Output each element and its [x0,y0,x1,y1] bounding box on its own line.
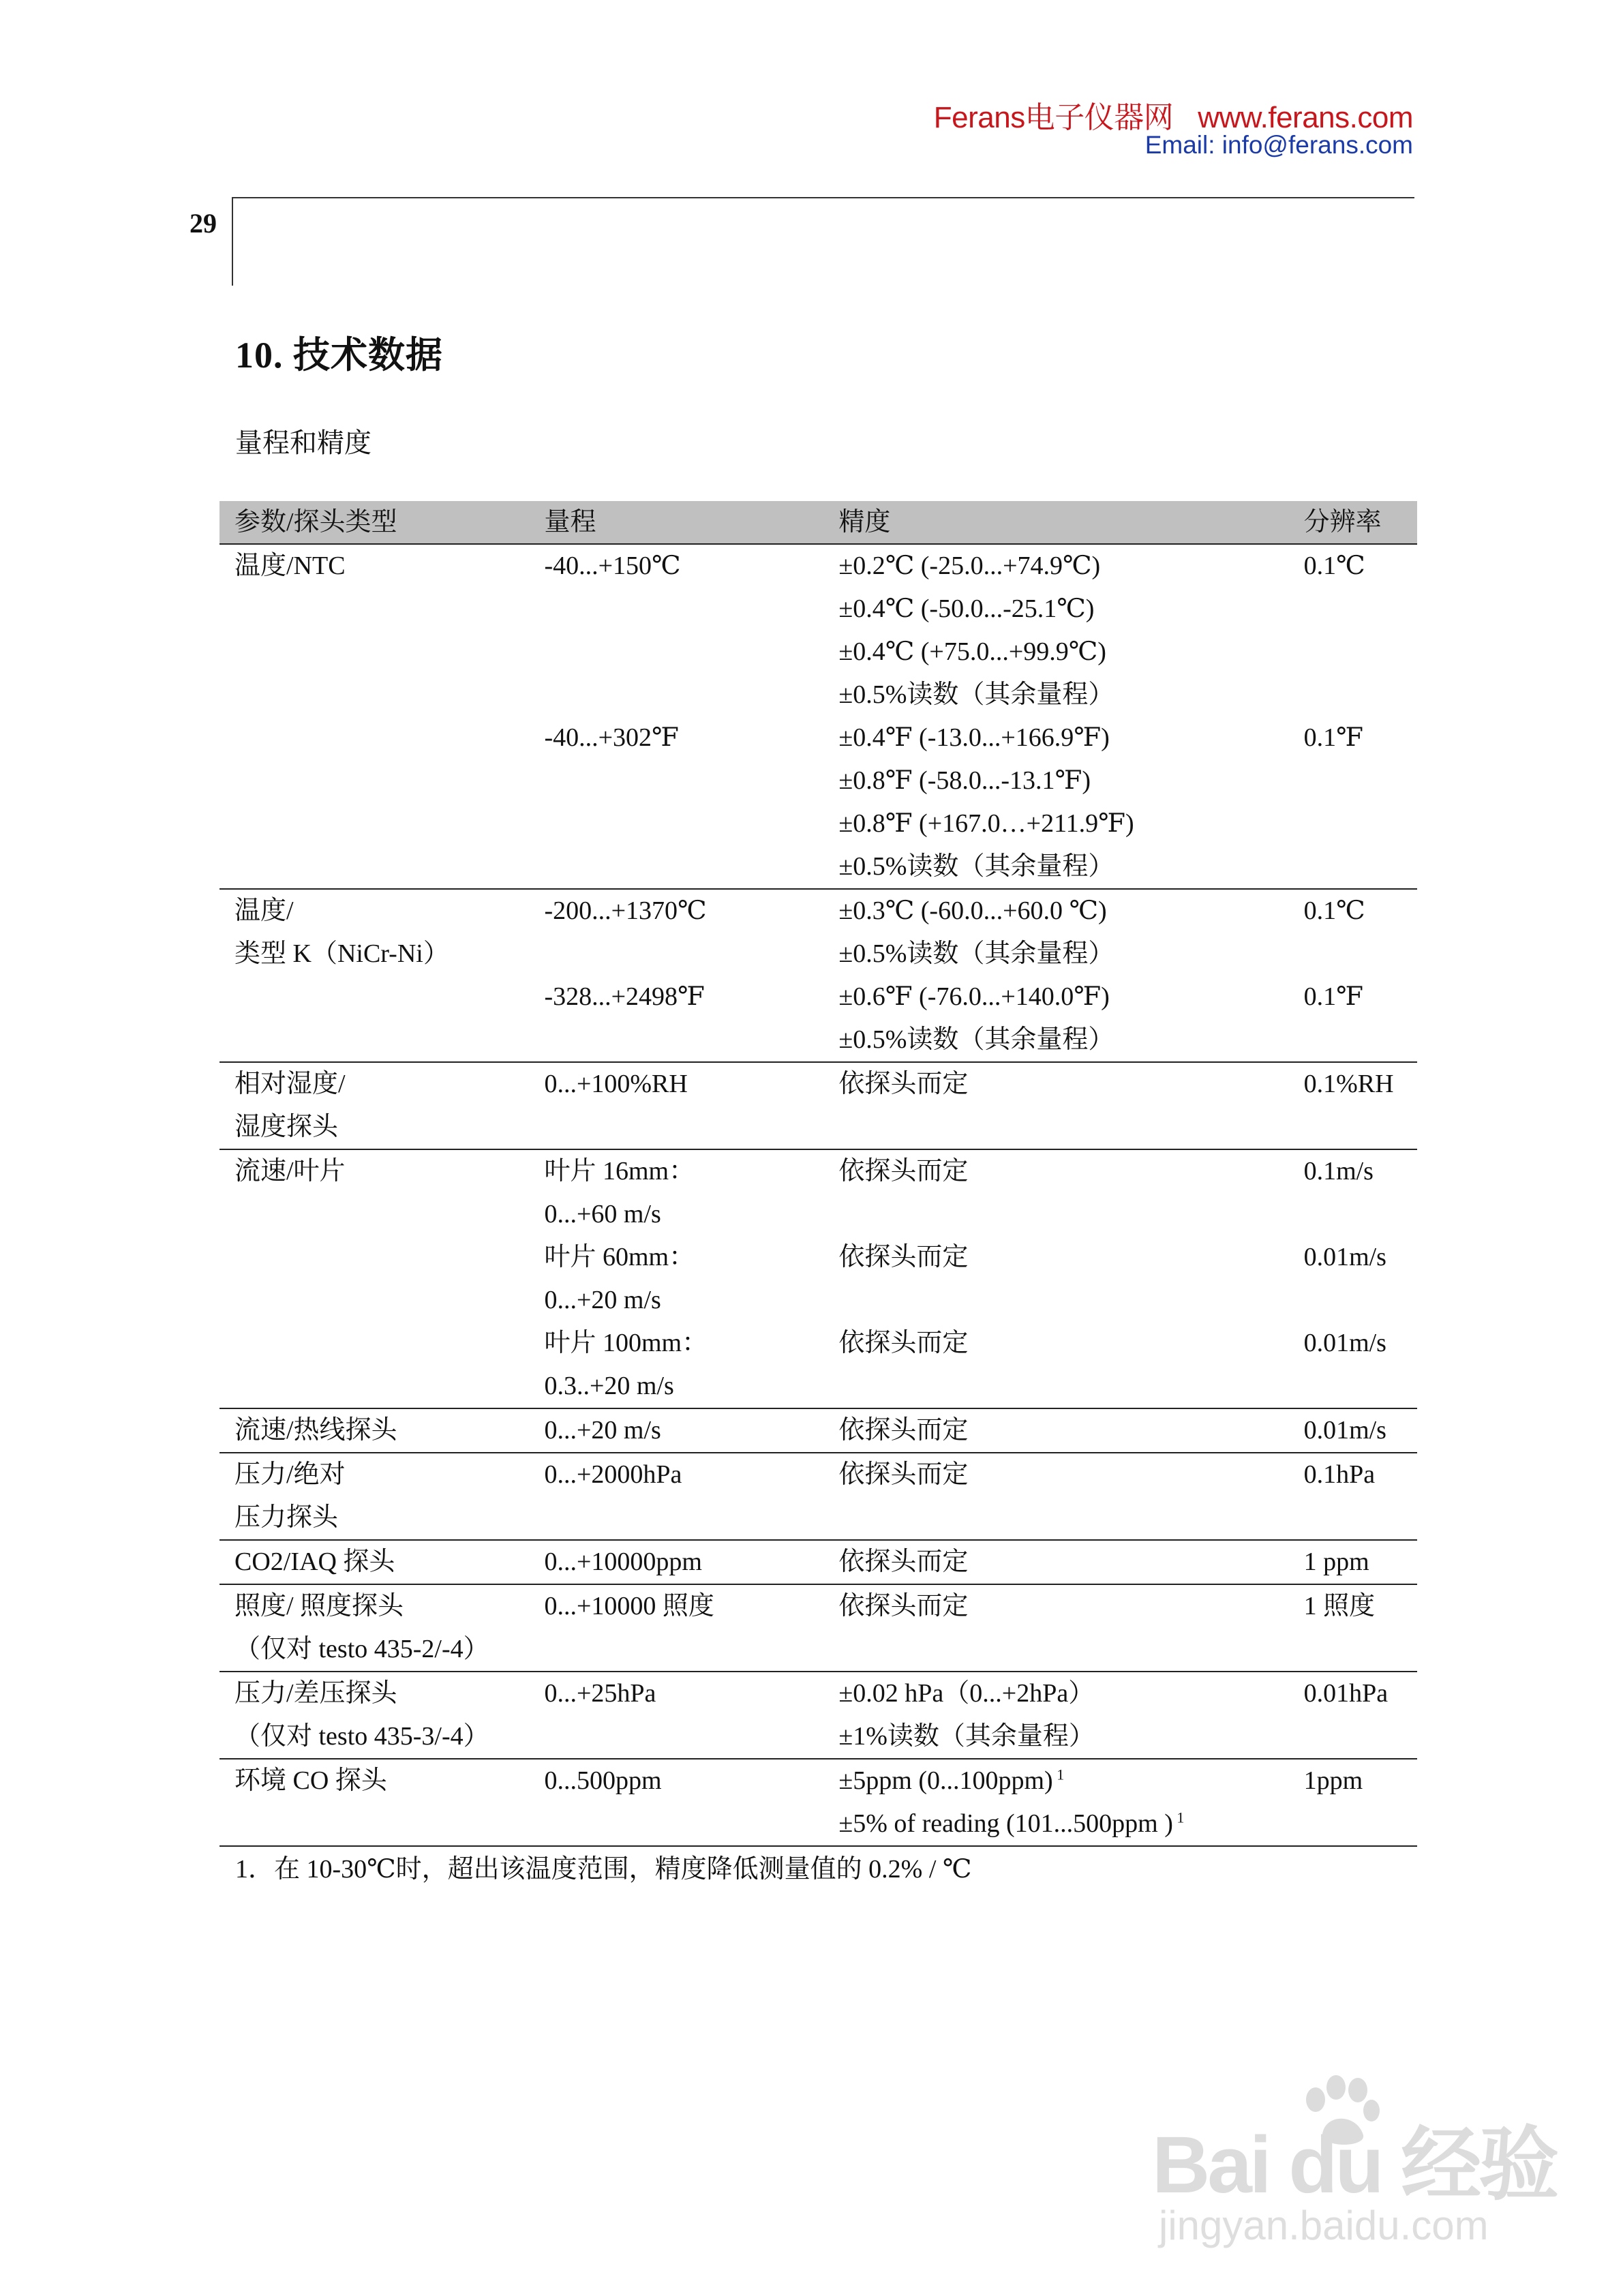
cell-accuracy-line: ±0.8℉ (-58.0...-13.1℉) [838,766,1091,795]
cell-param-line: 流速/叶片 [234,1157,346,1185]
cell-accuracy-line: ±0.4℉ (-13.0...+166.9℉) [838,723,1110,752]
table-header-row [219,501,1417,544]
cell-param-line [234,1365,529,1408]
cell-range [529,1540,823,1584]
cell-resolution [1289,889,1417,1062]
cell-accuracy [823,889,1288,1062]
cell-range-line [544,759,823,802]
table-row [219,1584,1417,1672]
cell-range [529,544,823,889]
cell-param [219,1453,529,1540]
header-site-line [934,93,1413,136]
cell-param [219,1672,529,1759]
cell-range-line: -40...+302℉ [544,723,679,752]
cell-range-line [544,1018,823,1061]
column-header-resolution: 分辨率 [1289,501,1417,544]
cell-param-line [234,976,529,1018]
cell-range-line [544,845,823,888]
cell-range-line: 0...+25hPa [544,1679,656,1708]
cell-accuracy [823,1540,1288,1584]
table-row [219,1408,1417,1453]
cell-resolution-line: 0.01m/s [1303,1329,1386,1357]
cell-accuracy-line: ±0.5%读数（其余量程） [838,852,1114,881]
cell-resolution [1289,1453,1417,1540]
cell-resolution-line [1304,1802,1417,1845]
cell-range-line [544,802,823,845]
header-email[interactable]: Email: info@ferans.com [1144,131,1413,159]
cell-resolution-line: 0.1hPa [1303,1460,1376,1489]
cell-resolution-line: 1 ppm [1303,1547,1369,1576]
cell-param-line [234,716,529,759]
table-row [219,1062,1417,1149]
cell-range-line: 0...+20 m/s [544,1416,661,1445]
header-rule [232,197,1414,198]
cell-resolution-line: 0.1℃ [1303,896,1365,925]
cell-range-line: 0...+100%RH [544,1070,688,1098]
cell-param-line [234,1236,529,1279]
cell-resolution-line [1304,1279,1417,1322]
cell-resolution-line [1304,845,1417,888]
cell-resolution-line [1304,1496,1417,1539]
cell-param [219,544,529,889]
cell-param-line [234,1322,529,1365]
cell-resolution [1289,1540,1417,1584]
cell-accuracy-line: ±0.02 hPa（0...+2hPa） [838,1679,1095,1708]
cell-resolution-line [1304,1365,1417,1408]
table-body [219,544,1417,1846]
footnote-marker: 1 [1172,1809,1185,1826]
cell-range [529,1759,823,1846]
cell-accuracy-line: ±1%读数（其余量程） [838,1722,1095,1751]
cell-accuracy-line: 依探头而定 [838,1329,969,1357]
cell-param-line: CO2/IAQ 探头 [234,1547,395,1576]
cell-resolution-line: 0.1℃ [1303,552,1365,580]
cell-resolution [1289,1062,1417,1149]
cell-accuracy-line [838,1365,1288,1408]
cell-param [219,1062,529,1149]
cell-accuracy-line: ±0.4℃ (-50.0...-25.1℃) [838,594,1095,623]
cell-range-line: 叶片 100mm： [544,1329,708,1357]
cell-accuracy [823,1584,1288,1672]
cell-param-line: 压力/差压探头 [234,1679,397,1708]
table-row [219,1149,1417,1408]
cell-range-line: -328...+2498℉ [544,982,705,1011]
cell-resolution [1289,544,1417,889]
cell-range-line [544,631,823,674]
cell-param [219,1408,529,1453]
footnote: 1．在 10-30℃时，超出该温度范围，精度降低测量值的 0.2% / ℃ [235,1855,972,1884]
cell-param-line: 温度/ [234,896,294,925]
cell-resolution-line [1304,1628,1417,1671]
cell-param-line [234,1018,529,1061]
cell-param-line: 相对湿度/ [234,1070,346,1098]
cell-accuracy [823,1453,1288,1540]
cell-range [529,1453,823,1540]
cell-resolution-line [1304,1106,1417,1149]
cell-resolution [1289,1149,1417,1408]
cell-param-line [234,1802,529,1845]
cell-accuracy-line: 依探头而定 [838,1547,969,1576]
cell-accuracy-line: 依探头而定 [838,1243,969,1271]
cell-range-line [544,1106,823,1149]
cell-resolution-line [1304,588,1417,631]
cell-range-line [544,674,823,716]
cell-range-line: 0.3..+20 m/s [544,1372,674,1400]
cell-range-line: 0...+20 m/s [544,1286,661,1314]
cell-resolution-line [1304,933,1417,976]
cell-accuracy-line: 依探头而定 [838,1157,969,1185]
cell-range [529,1408,823,1453]
cell-accuracy [823,544,1288,889]
cell-accuracy-line: ±5% of reading (101...500ppm ) $^1$ [838,1809,1185,1838]
cell-range-line: 0...+2000hPa [544,1460,682,1489]
cell-resolution-line [1304,631,1417,674]
cell-param [219,1759,529,1846]
cell-accuracy-line: 依探头而定 [838,1592,969,1620]
table-row [219,1759,1417,1846]
cell-range [529,1149,823,1408]
cell-resolution-line [1304,1715,1417,1758]
cell-resolution-line: 0.1℉ [1303,982,1363,1011]
cell-resolution [1289,1759,1417,1846]
cell-range-line: -40...+150℃ [544,552,681,580]
cell-resolution-line: 0.01hPa [1303,1679,1389,1708]
cell-param [219,1149,529,1408]
section-title: 10. 技术数据 [235,335,443,376]
cell-param-line: 流速/热线探头 [234,1416,397,1445]
cell-resolution [1289,1408,1417,1453]
cell-range-line: 叶片 16mm： [544,1157,695,1185]
cell-range-line [544,1496,823,1539]
cell-resolution-line [1304,1018,1417,1061]
cell-range-line: 0...500ppm [544,1766,662,1795]
cell-resolution-line: 1 照度 [1303,1592,1376,1620]
cell-param-line: 照度/ 照度探头 [234,1592,404,1620]
cell-param [219,889,529,1062]
cell-accuracy [823,1408,1288,1453]
cell-accuracy-line: 依探头而定 [838,1070,969,1098]
header-site-url[interactable]: www.ferans.com [1198,101,1413,134]
cell-param [219,1540,529,1584]
cell-accuracy [823,1672,1288,1759]
cell-accuracy-line: ±0.5%读数（其余量程） [838,1025,1114,1054]
section-subtitle: 量程和精度 [235,427,371,458]
page-number: 29 [189,208,217,239]
cell-param-line [234,802,529,845]
cell-param-line [234,1279,529,1322]
cell-accuracy-line [838,1279,1288,1322]
spec-table [219,501,1417,1847]
cell-accuracy-line [838,1628,1288,1671]
cell-range-line: -200...+1370℃ [544,896,707,925]
cell-accuracy [823,1759,1288,1846]
cell-param-line [234,759,529,802]
cell-accuracy-line: ±0.8℉ (+167.0…+211.9℉) [838,809,1134,838]
cell-resolution-line: 0.01m/s [1303,1416,1386,1445]
header-site-name: Ferans电子仪器网 [933,101,1174,134]
cell-param-line: （仅对 testo 435-2/-4） [234,1635,489,1663]
column-header-param: 参数/探头类型 [219,501,529,544]
cell-param-line: 类型 K（NiCr-Ni） [234,939,449,968]
table-row [219,1540,1417,1584]
watermark-url: jingyan.baidu.com [1159,2203,1489,2248]
cell-accuracy-line: ±5ppm (0...100ppm) $^1$ [838,1766,1065,1795]
cell-param-line [234,588,529,631]
cell-resolution-line: 0.01m/s [1303,1243,1386,1271]
cell-accuracy-line [838,1193,1288,1236]
cell-resolution-line: 0.1m/s [1303,1157,1374,1185]
cell-resolution-line: 1ppm [1303,1766,1363,1795]
cell-param-line: 压力探头 [234,1503,339,1532]
cell-accuracy-line: ±0.5%读数（其余量程） [838,939,1114,968]
cell-range-line: 0...+10000ppm [544,1547,702,1576]
cell-resolution [1289,1584,1417,1672]
cell-range-line [544,933,823,976]
cell-range-line: 叶片 60mm： [544,1243,695,1271]
cell-param-line: 温度/NTC [234,552,346,580]
watermark-brand: Bai du 经验 [1152,2120,1557,2210]
cell-accuracy-line [838,1496,1288,1539]
cell-param-line [234,674,529,716]
column-header-accuracy: 精度 [823,501,1288,544]
cell-range-line [544,1715,823,1758]
cell-accuracy-line: ±0.3℃ (-60.0...+60.0 ℃) [838,896,1107,925]
cell-resolution [1289,1672,1417,1759]
column-header-range: 量程 [529,501,823,544]
cell-range [529,889,823,1062]
cell-param-line: 环境 CO 探头 [234,1766,387,1795]
cell-accuracy [823,1149,1288,1408]
baidu-watermark [1152,2072,1575,2263]
cell-resolution-line: 0.1℉ [1303,723,1363,752]
cell-accuracy-line: ±0.5%读数（其余量程） [838,680,1114,709]
cell-param-line [234,1193,529,1236]
cell-resolution-line [1304,1193,1417,1236]
cell-range [529,1062,823,1149]
cell-param-line [234,845,529,888]
cell-param-line: 压力/绝对 [234,1460,346,1489]
cell-accuracy-line: 依探头而定 [838,1416,969,1445]
footnote-marker: 1 [1052,1766,1065,1783]
cell-resolution-line [1304,674,1417,716]
cell-range [529,1672,823,1759]
table-row [219,1672,1417,1759]
table-row [219,1453,1417,1540]
cell-resolution-line [1304,802,1417,845]
cell-resolution-line [1304,759,1417,802]
cell-param-line [234,631,529,674]
cell-accuracy-line: ±0.2℃ (-25.0...+74.9℃) [838,552,1101,580]
cell-accuracy-line: 依探头而定 [838,1460,969,1489]
margin-rule [232,197,233,286]
cell-range-line: 0...+10000 照度 [544,1592,714,1620]
cell-accuracy-line [838,1106,1288,1149]
cell-param-line: （仅对 testo 435-3/-4） [234,1722,489,1751]
cell-range-line [544,588,823,631]
cell-param [219,1584,529,1672]
cell-accuracy-line: ±0.6℉ (-76.0...+140.0℉) [838,982,1110,1011]
table-row [219,544,1417,889]
cell-range-line [544,1628,823,1671]
cell-accuracy-line: ±0.4℃ (+75.0...+99.9℃) [838,637,1106,666]
table-row [219,889,1417,1062]
cell-param-line: 湿度探头 [234,1113,339,1141]
cell-range-line: 0...+60 m/s [544,1200,661,1228]
cell-range [529,1584,823,1672]
cell-resolution-line: 0.1%RH [1303,1070,1394,1098]
cell-accuracy [823,1062,1288,1149]
cell-range-line [544,1802,823,1845]
